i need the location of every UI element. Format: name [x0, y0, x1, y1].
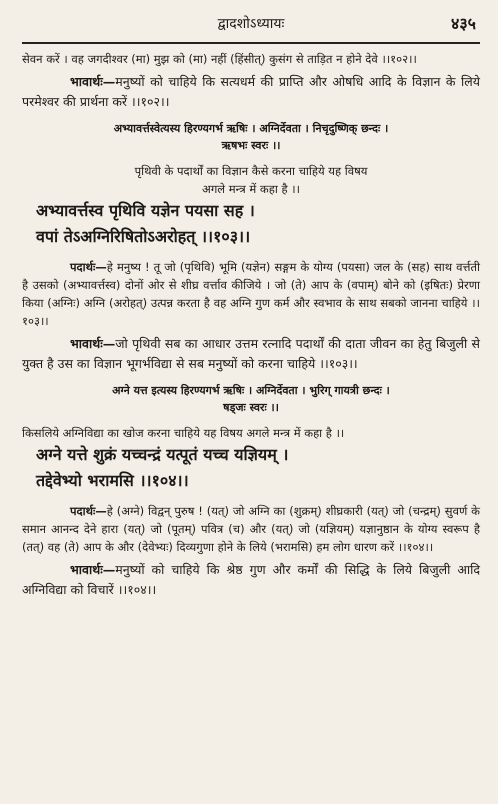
bhavartha-text: मनुष्यों को चाहिये कि श्रेष्ठ गुण और कर्मों की सिद्धि के लिये बिजुली आदि अग्निविद्या को विचारें ।।१०४।। [22, 562, 480, 597]
padartha-text: हे (अग्ने) विद्वन् पुरुष ! (यत्) जो अग्नि का (शुक्रम्) शीघ्रकारी (यत्) जो (चन्द्रम्) सुवर्ण के समान आनन्द देने हारा (यत्) जो (पूतम्) पवित्र (च) और (यत्) जो (यज्ञियम्) यज्ञानुष्ठान के योग्य स्वरूप है (तत्) वह (ते) आप के और (देवेभ्यः) दिव्यगुणा होने के लिये (भरामसि) हम लोग धारण करें ।।१०४।। [22, 504, 480, 554]
continuation-text: सेवन करें । वह जगदीश्वर (मा) मुझ को (मा) नहीं (हिंसीत्) कुसंग से ताड़ित न होने देवे ।।१०२।। [22, 52, 417, 66]
svara-line: ऋषभः स्वरः ।। [221, 139, 281, 152]
padartha-104 [22, 502, 480, 556]
bhavartha-102 [22, 72, 480, 112]
mantra-line: तद्देवेभ्यो भरामसि ।।१०४।। [36, 471, 189, 490]
bhavartha-text: जो पृथिवी सब का आधार उत्तम रत्नादि पदार्थों की दाता जीवन का हेतु बिजुली से युक्त है उस का विज्ञान भूगर्भविद्या से सब मनुष्यों को करना चाहिये ।।१०३।। [22, 336, 480, 371]
svara-line: षड्जः स्वरः ।। [223, 401, 279, 414]
bhavartha-label: भावार्थः— [70, 336, 116, 351]
rishi-devata-line: अभ्यावर्त्तस्वेत्यस्य हिरण्यगर्भ ऋषिः । अग्निर्देवता । निचृदुष्णिक् छन्दः । [113, 122, 389, 135]
bhavartha-label: भावार्थः— [70, 74, 116, 89]
page-header [22, 0, 480, 40]
bhavartha-104 [22, 560, 480, 600]
bhavartha-text: मनुष्यों को चाहिये कि सत्यधर्म की प्राप्ति और ओषधि आदि के विज्ञान के लिये परमेश्वर की प्रार्थना करें ।।१०२।। [22, 74, 480, 109]
topic-line: अगले मन्त्र में कहा है ।। [202, 182, 300, 196]
chapter-title: द्वादशोऽध्यायः [217, 16, 285, 32]
topic-line: पृथिवी के पदार्थों का विज्ञान कैसे करना चाहिये यह विषय [134, 164, 368, 178]
padartha-text: हे मनुष्य ! तू जो (पृथिवि) भूमि (यज्ञेन) सङ्गम के योग्य (पयसा) जल के (सह) साथ वर्त्तती है उसको (अभ्यावर्त्तस्व) दोनों ओर से शीघ्र वर्त्ताव कीजिये । जो (ते) आप के (वपाम्) बोने को (इषितः) प्रेरणा किया (अग्निः) अग्नि (अरोहत्) उत्पन्न करता है वह अग्नि गुण कर्म और स्वभाव के साथ सबको जानना चाहिये ।।१०३।। [22, 260, 480, 328]
header-rule [22, 42, 480, 44]
bhavartha-103 [22, 334, 480, 374]
mantra-line: वपां तेऽअग्निरिषितोऽअरोहत् ।।१०३।। [36, 227, 251, 246]
padartha-label: पदार्थः— [70, 504, 107, 518]
topic-line: किसलिये अग्निविद्या का खोज करना चाहिये यह विषय अगले मन्त्र में कहा है ।। [22, 426, 345, 440]
page-number: ४३५ [451, 14, 476, 33]
padartha-label: पदार्थः— [70, 260, 107, 274]
bhavartha-label: भावार्थः— [70, 562, 116, 577]
padartha-103 [22, 258, 480, 330]
mantra-line: अभ्यावर्त्तस्व पृथिवि यज्ञेन पयसा सह । [36, 201, 255, 220]
mantra-line: अग्ने यत्ते शुक्रं यच्चन्द्रं यत्पूतं यच्च यज्ञियम् । [36, 445, 289, 464]
rishi-devata-line: अग्ने यत्त इत्यस्य हिरण्यगर्भ ऋषिः । अग्निर्देवता । भुरिग् गायत्री छन्दः । [112, 384, 390, 397]
